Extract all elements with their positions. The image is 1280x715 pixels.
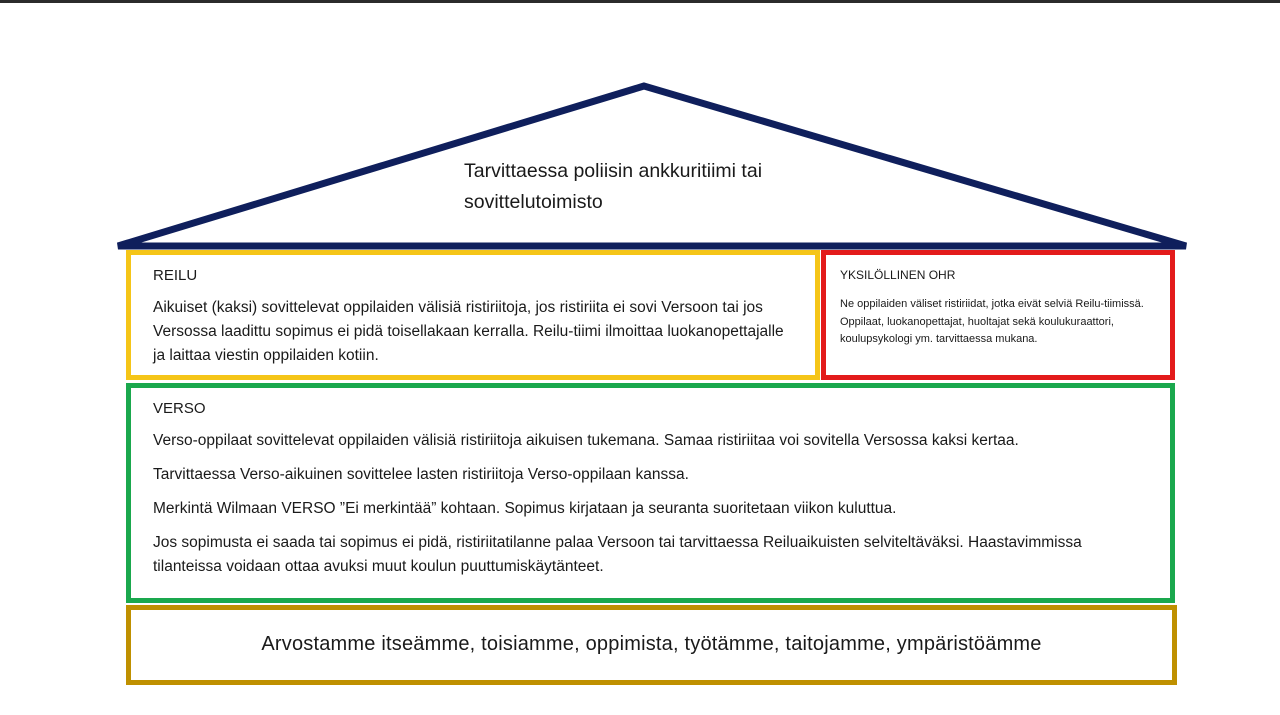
reilu-box xyxy=(126,250,820,380)
values-foundation-box xyxy=(126,605,1177,685)
yksilollinen-ohr-box xyxy=(821,250,1175,380)
verso-title: VERSO xyxy=(153,400,206,417)
verso-paragraph: Jos sopimusta ei saada tai sopimus ei pidä, ristiriitatilanne palaa Versoon tai tarvittaessa Reiluaikuisten selviteltäväksi. Haastavimmissa tilanteissa voidaan ottaa avuksi muut koulun puuttumiskäytänteet. xyxy=(153,534,1082,575)
verso-paragraph: Merkintä Wilmaan VERSO ”Ei merkintää” kohtaan. Sopimus kirjataan ja seuranta suoritetaan viikon kuluttua. xyxy=(153,500,897,517)
verso-paragraph: Verso-oppilaat sovittelevat oppilaiden välisiä ristiriitoja aikuisen tukemana. Samaa ristiriitaa voi sovitella Versossa kaksi kertaa. xyxy=(153,432,1019,449)
roof-triangle xyxy=(0,0,1280,260)
ohr-description: Ne oppilaiden väliset ristiriidat, jotka eivät selviä Reilu-tiimissä. Oppilaat, luokanopettajat, huoltajat sekä koulukuraattori, koulupsykologi ym. tarvittaessa mukana. xyxy=(840,298,1144,345)
verso-paragraph: Tarvittaessa Verso-aikuinen sovittelee lasten ristiriitoja Verso-oppilaan kanssa. xyxy=(153,466,689,483)
verso-box xyxy=(126,383,1175,603)
reilu-description: Aikuiset (kaksi) sovittelevat oppilaiden välisiä ristiriitoja, jos ristiriita ei sovi Versoon tai jos Versossa laadittu sopimus ei pidä toisellakaan kerralla. Reilu-tiimi ilmoittaa luokanopettajalle ja laittaa viestin oppilaiden kotiin. xyxy=(153,299,784,364)
roof-label: Tarvittaessa poliisin ankkuritiimi tai sovittelutoimisto xyxy=(464,160,763,213)
reilu-title: REILU xyxy=(153,267,198,284)
ohr-title: YKSILÖLLINEN OHR xyxy=(840,268,956,282)
values-statement: Arvostamme itseämme, toisiamme, oppimista, työtämme, taitojamme, ympäristöämme xyxy=(261,632,1042,655)
